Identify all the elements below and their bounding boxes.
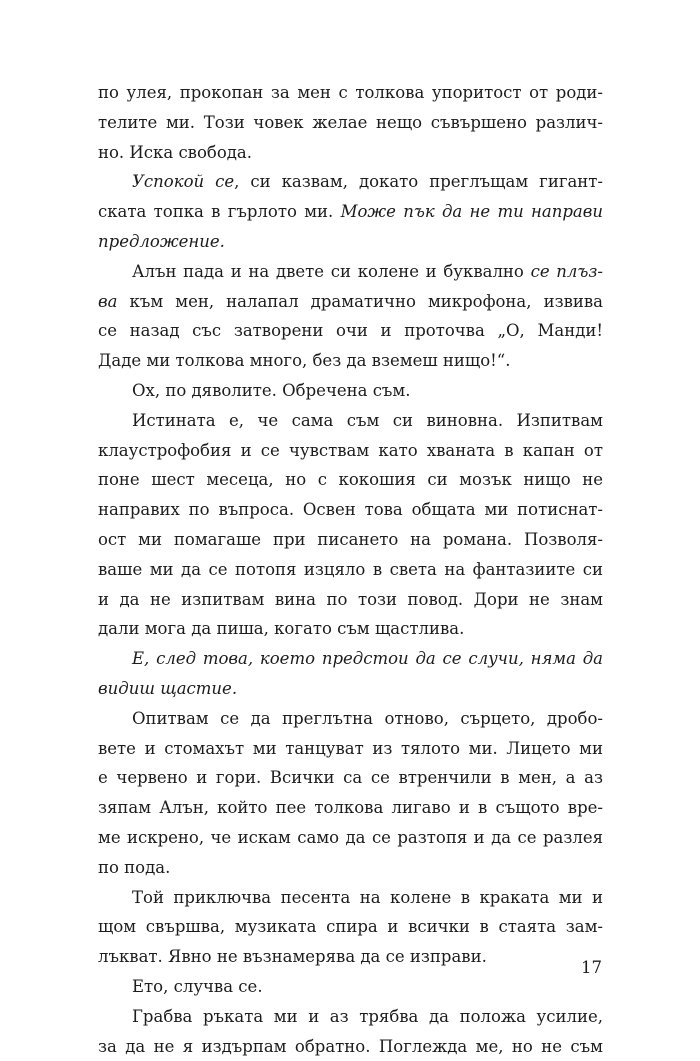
text-line: Успокой се, си казвам, докато преглъщам гигант- [98,167,603,197]
text-line: ме искрено, че искам само да се разтопя и да се разлея [98,823,603,853]
text-line: Той приключва песента на колене в краката ми и [98,883,603,913]
text-line: и да не изпитвам вина по този повод. Дори не знам [98,585,603,615]
text-line: дали мога да пиша, когато съм щастлива. [98,614,603,644]
text-line: направих по въпроса. Освен това общата ми потиснат- [98,495,603,525]
text-line: ската топка в гърлото ми. Може пък да не ти направи [98,197,603,227]
text-line: Ето, случва се. [98,972,603,1002]
text-line: Даде ми толкова много, без да вземеш нищо!“. [98,346,603,376]
text-line: е червено и гори. Всички са се втренчили в мен, а аз [98,763,603,793]
text-line: щом свършва, музиката спира и всички в стаята зам- [98,912,603,942]
text-line: ваше ми да се потопя изцяло в света на фантазиите си [98,555,603,585]
page-number: 17 [581,958,602,977]
text-line: поне шест месеца, но с кокошия си мозък нищо не [98,465,603,495]
text-line: ост ми помагаше при писането на романа. Позволя- [98,525,603,555]
text-line: по пода. [98,853,603,883]
text-line: Истината е, че сама съм си виновна. Изпитвам [98,406,603,436]
text-line: предложение. [98,227,603,257]
text-line: Е, след това, което предстои да се случи, няма да [98,644,603,674]
text-line: видиш щастие. [98,674,603,704]
text-line: Опитвам се да преглътна отново, сърцето, дробо- [98,704,603,734]
text-line: телите ми. Този човек желае нещо съвършено различ- [98,108,603,138]
text-line: за да не я издърпам обратно. Поглежда ме, но не съм [98,1032,603,1061]
text-line: зяпам Алън, който пее толкова лигаво и в същото вре- [98,793,603,823]
text-line: Ох, по дяволите. Обречена съм. [98,376,603,406]
text-line: Грабва ръката ми и аз трябва да положа усилие, [98,1002,603,1032]
text-line: но. Иска свобода. [98,138,603,168]
text-line: Алън пада и на двете си колене и буквално се плъз- [98,257,603,287]
text-line: клаустрофобия и се чувствам като хваната в капан от [98,436,603,466]
text-line: лъкват. Явно не възнамерява да се изправи. [98,942,603,972]
text-line: ва към мен, налапал драматично микрофона, извива [98,287,603,317]
page-body [98,78,603,1061]
text-line: по улея, прокопан за мен с толкова упоритост от роди- [98,78,603,108]
text-line: вете и стомахът ми танцуват из тялото ми. Лицето ми [98,734,603,764]
text-line: се назад със затворени очи и проточва „О, Манди! [98,316,603,346]
